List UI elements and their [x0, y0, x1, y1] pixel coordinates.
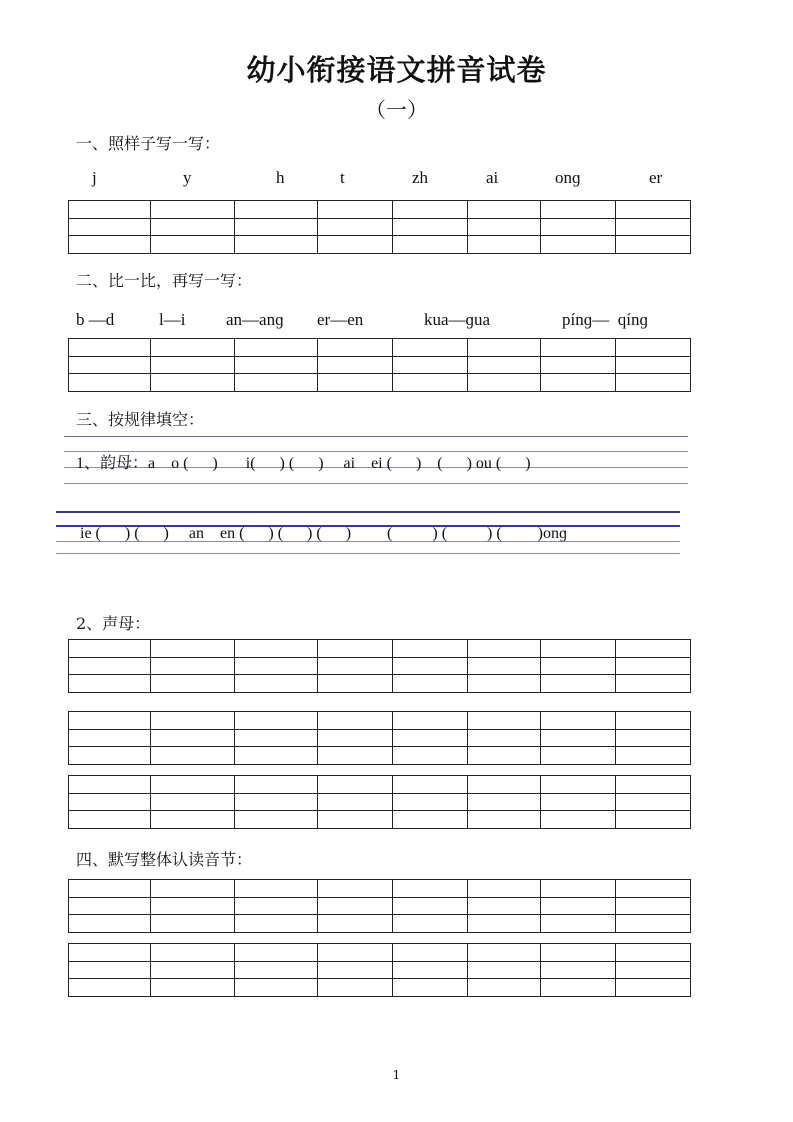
rule-line — [64, 436, 688, 437]
pinyin-letter: t — [340, 168, 345, 187]
writing-grid-6[interactable] — [68, 879, 691, 933]
writing-grid-2[interactable] — [68, 338, 691, 392]
pinyin-pair: an—anɡ — [226, 310, 284, 329]
writing-grid-4[interactable] — [68, 711, 691, 765]
writing-grid-7[interactable] — [68, 943, 691, 997]
section2-heading: 二、比一比，再写一写： — [76, 271, 253, 290]
pinyin-letter: h — [276, 168, 285, 187]
pinyin-letter: j — [92, 168, 97, 187]
section4-heading: 四、默写整体认读音节： — [76, 850, 253, 869]
rule-line — [56, 553, 680, 554]
fill-line-finals-2[interactable]: ie ( ) ( ) an en ( ) ( ) ( ) ( ) ( ) ( )onɡ — [80, 525, 567, 542]
writing-grid-3[interactable] — [68, 639, 691, 693]
pinyin-pair: er—en — [317, 310, 364, 329]
writing-grid-1[interactable] — [68, 200, 691, 254]
pinyin-letter: ai — [486, 168, 499, 187]
page-number: 1 — [392, 1068, 401, 1082]
pinyin-pair: pínɡ— qínɡ — [562, 310, 648, 329]
section1-heading: 一、照样子写一写： — [76, 134, 221, 153]
pinyin-letter: onɡ — [555, 168, 581, 187]
rule-line — [56, 511, 680, 513]
page-title: 幼小衔接语文拼音试卷 — [246, 53, 547, 87]
section3-heading: 三、按规律填空： — [76, 410, 205, 429]
pinyin-pair: l—i — [159, 310, 186, 329]
pinyin-pair: kua—ɡua — [424, 310, 491, 329]
pinyin-letter: y — [183, 168, 192, 187]
page-subtitle: （一） — [365, 98, 428, 122]
writing-grid-5[interactable] — [68, 775, 691, 829]
initials-label: 2、声母： — [76, 614, 151, 633]
fill-line-finals[interactable]: 1、韵母：a o ( ) i( ) ( ) ai ei ( ) ( ) ou ( ) — [76, 455, 531, 472]
pinyin-pair: b —d — [76, 310, 115, 329]
pinyin-letter: zh — [412, 168, 429, 187]
rule-line — [64, 483, 688, 484]
pinyin-letter: er — [649, 168, 663, 187]
